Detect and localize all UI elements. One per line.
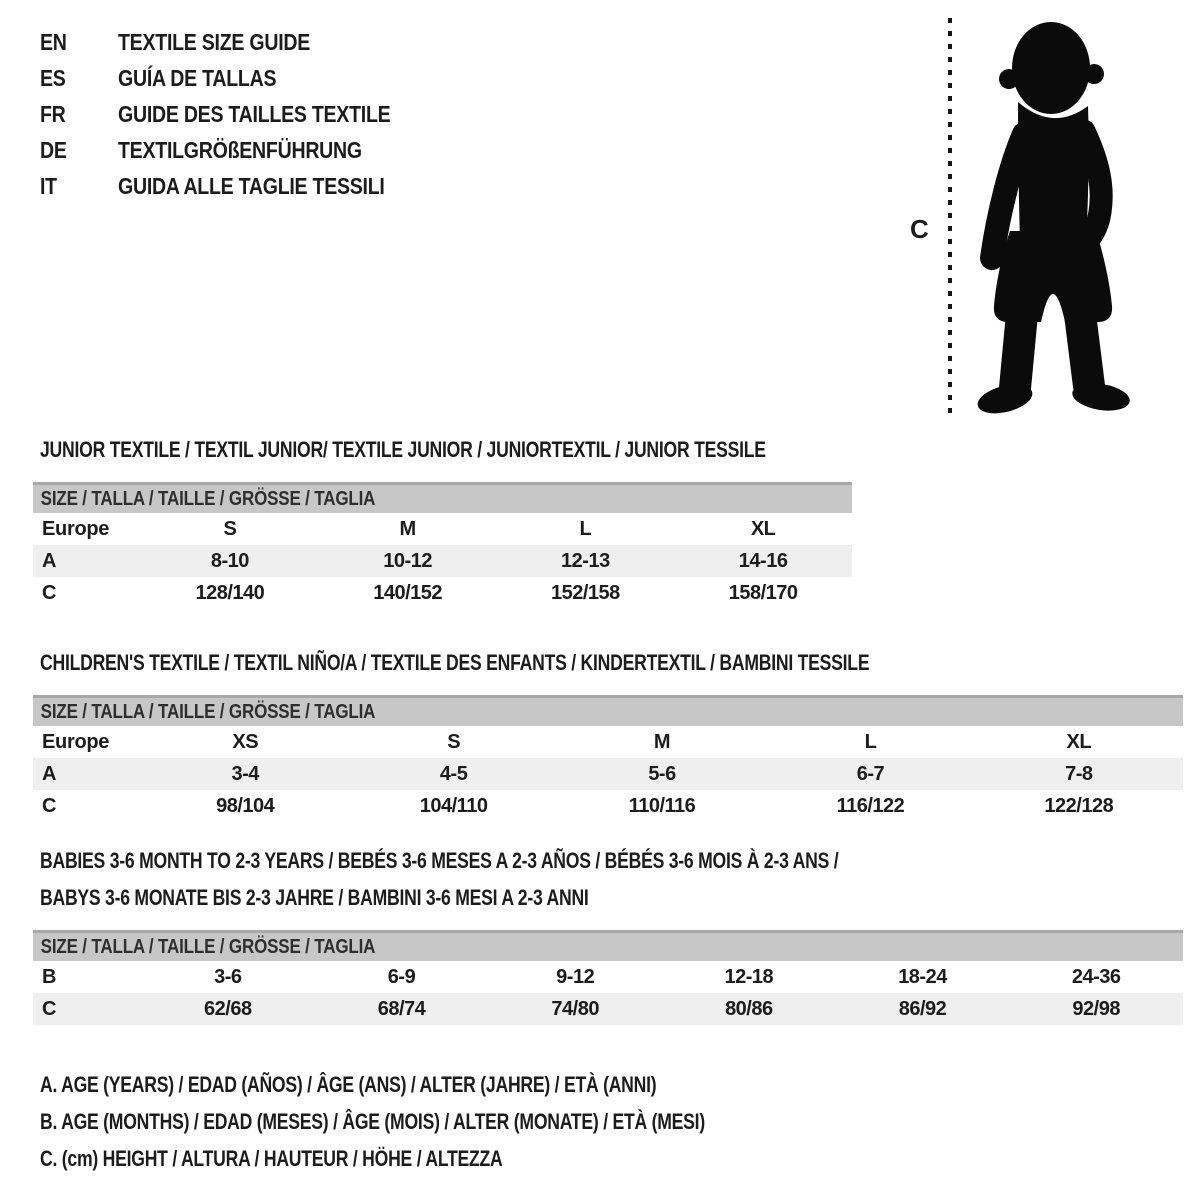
section-children-textile (33, 644, 1183, 822)
table-row (33, 758, 1183, 790)
row-label: A (42, 549, 57, 572)
table-cell: 122/128 (1044, 794, 1114, 817)
table-cell: 92/98 (1072, 997, 1120, 1020)
language-code: DE (40, 136, 67, 163)
language-code: IT (40, 172, 57, 199)
table-cell: 104/110 (419, 794, 488, 817)
legend-line: C. (cm) HEIGHT / ALTURA / HAUTEUR / HÖHE / ALTEZZA (40, 1146, 503, 1171)
table-cell: 12-18 (724, 965, 774, 988)
section-heading: JUNIOR TEXTILE / TEXTIL JUNIOR/ TEXTILE JUNIOR / JUNIORTEXTIL / JUNIOR TESSILE (40, 437, 766, 462)
row-label: Europe (42, 517, 110, 540)
language-title: TEXTILGRÖßENFÜHRUNG (118, 136, 362, 163)
language-title: TEXTILE SIZE GUIDE (118, 28, 311, 55)
table-cell: 4-5 (439, 762, 468, 785)
language-title: GUIDA ALLE TAGLIE TESSILI (118, 172, 385, 199)
section-heading: CHILDREN'S TEXTILE / TEXTIL NIÑO/A / TEXTILE DES ENFANTS / KINDERTEXTIL / BAMBINI TESSILE (40, 650, 870, 675)
table-cell: 7-8 (1065, 762, 1093, 785)
size-table (33, 482, 852, 609)
table-cell: 6-7 (856, 762, 885, 785)
height-measure-label: C (910, 214, 929, 244)
table-cell: 8-10 (210, 549, 249, 572)
language-row (40, 168, 439, 204)
table-cell: L (579, 517, 592, 540)
section-heading: BABYS 3-6 MONATE BIS 2-3 JAHRE / BAMBINI 3-6 MESI A 2-3 ANNI (40, 885, 589, 910)
table-row (33, 513, 852, 545)
table-cell: XL (750, 517, 776, 540)
section-babies-textile (33, 842, 1183, 1025)
size-table (33, 930, 1183, 1025)
language-title-list (40, 24, 439, 204)
table-cell: 10-12 (383, 549, 432, 572)
legend (40, 1066, 871, 1177)
table-cell: 9-12 (556, 965, 595, 988)
language-title: GUIDE DES TAILLES TEXTILE (118, 100, 391, 127)
table-cell: M (653, 730, 671, 753)
language-code: EN (40, 28, 67, 55)
table-row (33, 577, 852, 609)
table-row (33, 545, 852, 577)
table-row (33, 790, 1183, 822)
height-measure-dashed-line (948, 18, 952, 415)
table-cell: 18-24 (898, 965, 947, 988)
table-cell: XS (232, 730, 259, 753)
legend-line: B. AGE (MONTHS) / EDAD (MESES) / ÂGE (MOIS) / ALTER (MONATE) / ETÀ (MESI) (40, 1109, 705, 1134)
size-table (33, 695, 1183, 822)
table-cell: S (447, 730, 461, 753)
table-header-label: SIZE / TALLA / TAILLE / GRÖSSE / TAGLIA (40, 487, 376, 510)
table-header-label: SIZE / TALLA / TAILLE / GRÖSSE / TAGLIA (40, 700, 376, 723)
section-junior-textile (33, 431, 852, 609)
table-cell: 110/116 (628, 794, 696, 817)
table-cell: 3-4 (231, 762, 259, 785)
table-row (33, 961, 1183, 993)
table-cell: 62/68 (204, 997, 252, 1020)
table-row (33, 726, 1183, 758)
table-cell: 68/74 (377, 997, 426, 1020)
language-row (40, 132, 439, 168)
table-cell: 14-16 (738, 549, 788, 572)
table-cell: M (399, 517, 416, 540)
table-cell: 3-6 (214, 965, 242, 988)
table-cell: 80/86 (725, 997, 773, 1020)
row-label: Europe (42, 730, 110, 753)
table-cell: 152/158 (550, 581, 620, 604)
table-header-bar (33, 930, 1183, 961)
table-header-label: SIZE / TALLA / TAILLE / GRÖSSE / TAGLIA (40, 935, 376, 958)
row-label: C (42, 581, 57, 604)
table-cell: L (864, 730, 877, 753)
table-cell: 5-6 (648, 762, 676, 785)
table-header-bar (33, 695, 1183, 726)
table-cell: 116/122 (836, 794, 905, 817)
language-code: ES (40, 64, 66, 91)
language-row (40, 24, 439, 60)
table-cell: 158/170 (728, 581, 798, 604)
table-cell: 128/140 (195, 581, 265, 604)
language-code: FR (40, 100, 66, 127)
row-label: C (42, 794, 57, 817)
table-cell: XL (1066, 730, 1092, 753)
table-cell: 98/104 (216, 794, 275, 817)
table-cell: S (223, 517, 237, 540)
table-cell: 12-13 (561, 549, 610, 572)
language-title: GUÍA DE TALLAS (118, 64, 277, 91)
table-row (33, 993, 1183, 1025)
row-label: B (42, 965, 57, 988)
legend-line: A. AGE (YEARS) / EDAD (AÑOS) / ÂGE (ANS) / ALTER (JAHRE) / ETÀ (ANNI) (40, 1072, 657, 1097)
row-label: A (42, 762, 57, 785)
baby-silhouette-icon (958, 16, 1138, 416)
table-cell: 74/80 (551, 997, 599, 1020)
language-row (40, 60, 439, 96)
table-cell: 140/152 (373, 581, 443, 604)
table-header-bar (33, 482, 852, 513)
section-heading: BABIES 3-6 MONTH TO 2-3 YEARS / BEBÉS 3-6 MESES A 2-3 AÑOS / BÉBÉS 3-6 MOIS À 2-3 ANS / (40, 848, 839, 873)
table-cell: 86/92 (898, 997, 947, 1020)
language-row (40, 96, 439, 132)
table-cell: 6-9 (387, 965, 416, 988)
row-label: C (42, 997, 57, 1020)
table-cell: 24-36 (1071, 965, 1121, 988)
